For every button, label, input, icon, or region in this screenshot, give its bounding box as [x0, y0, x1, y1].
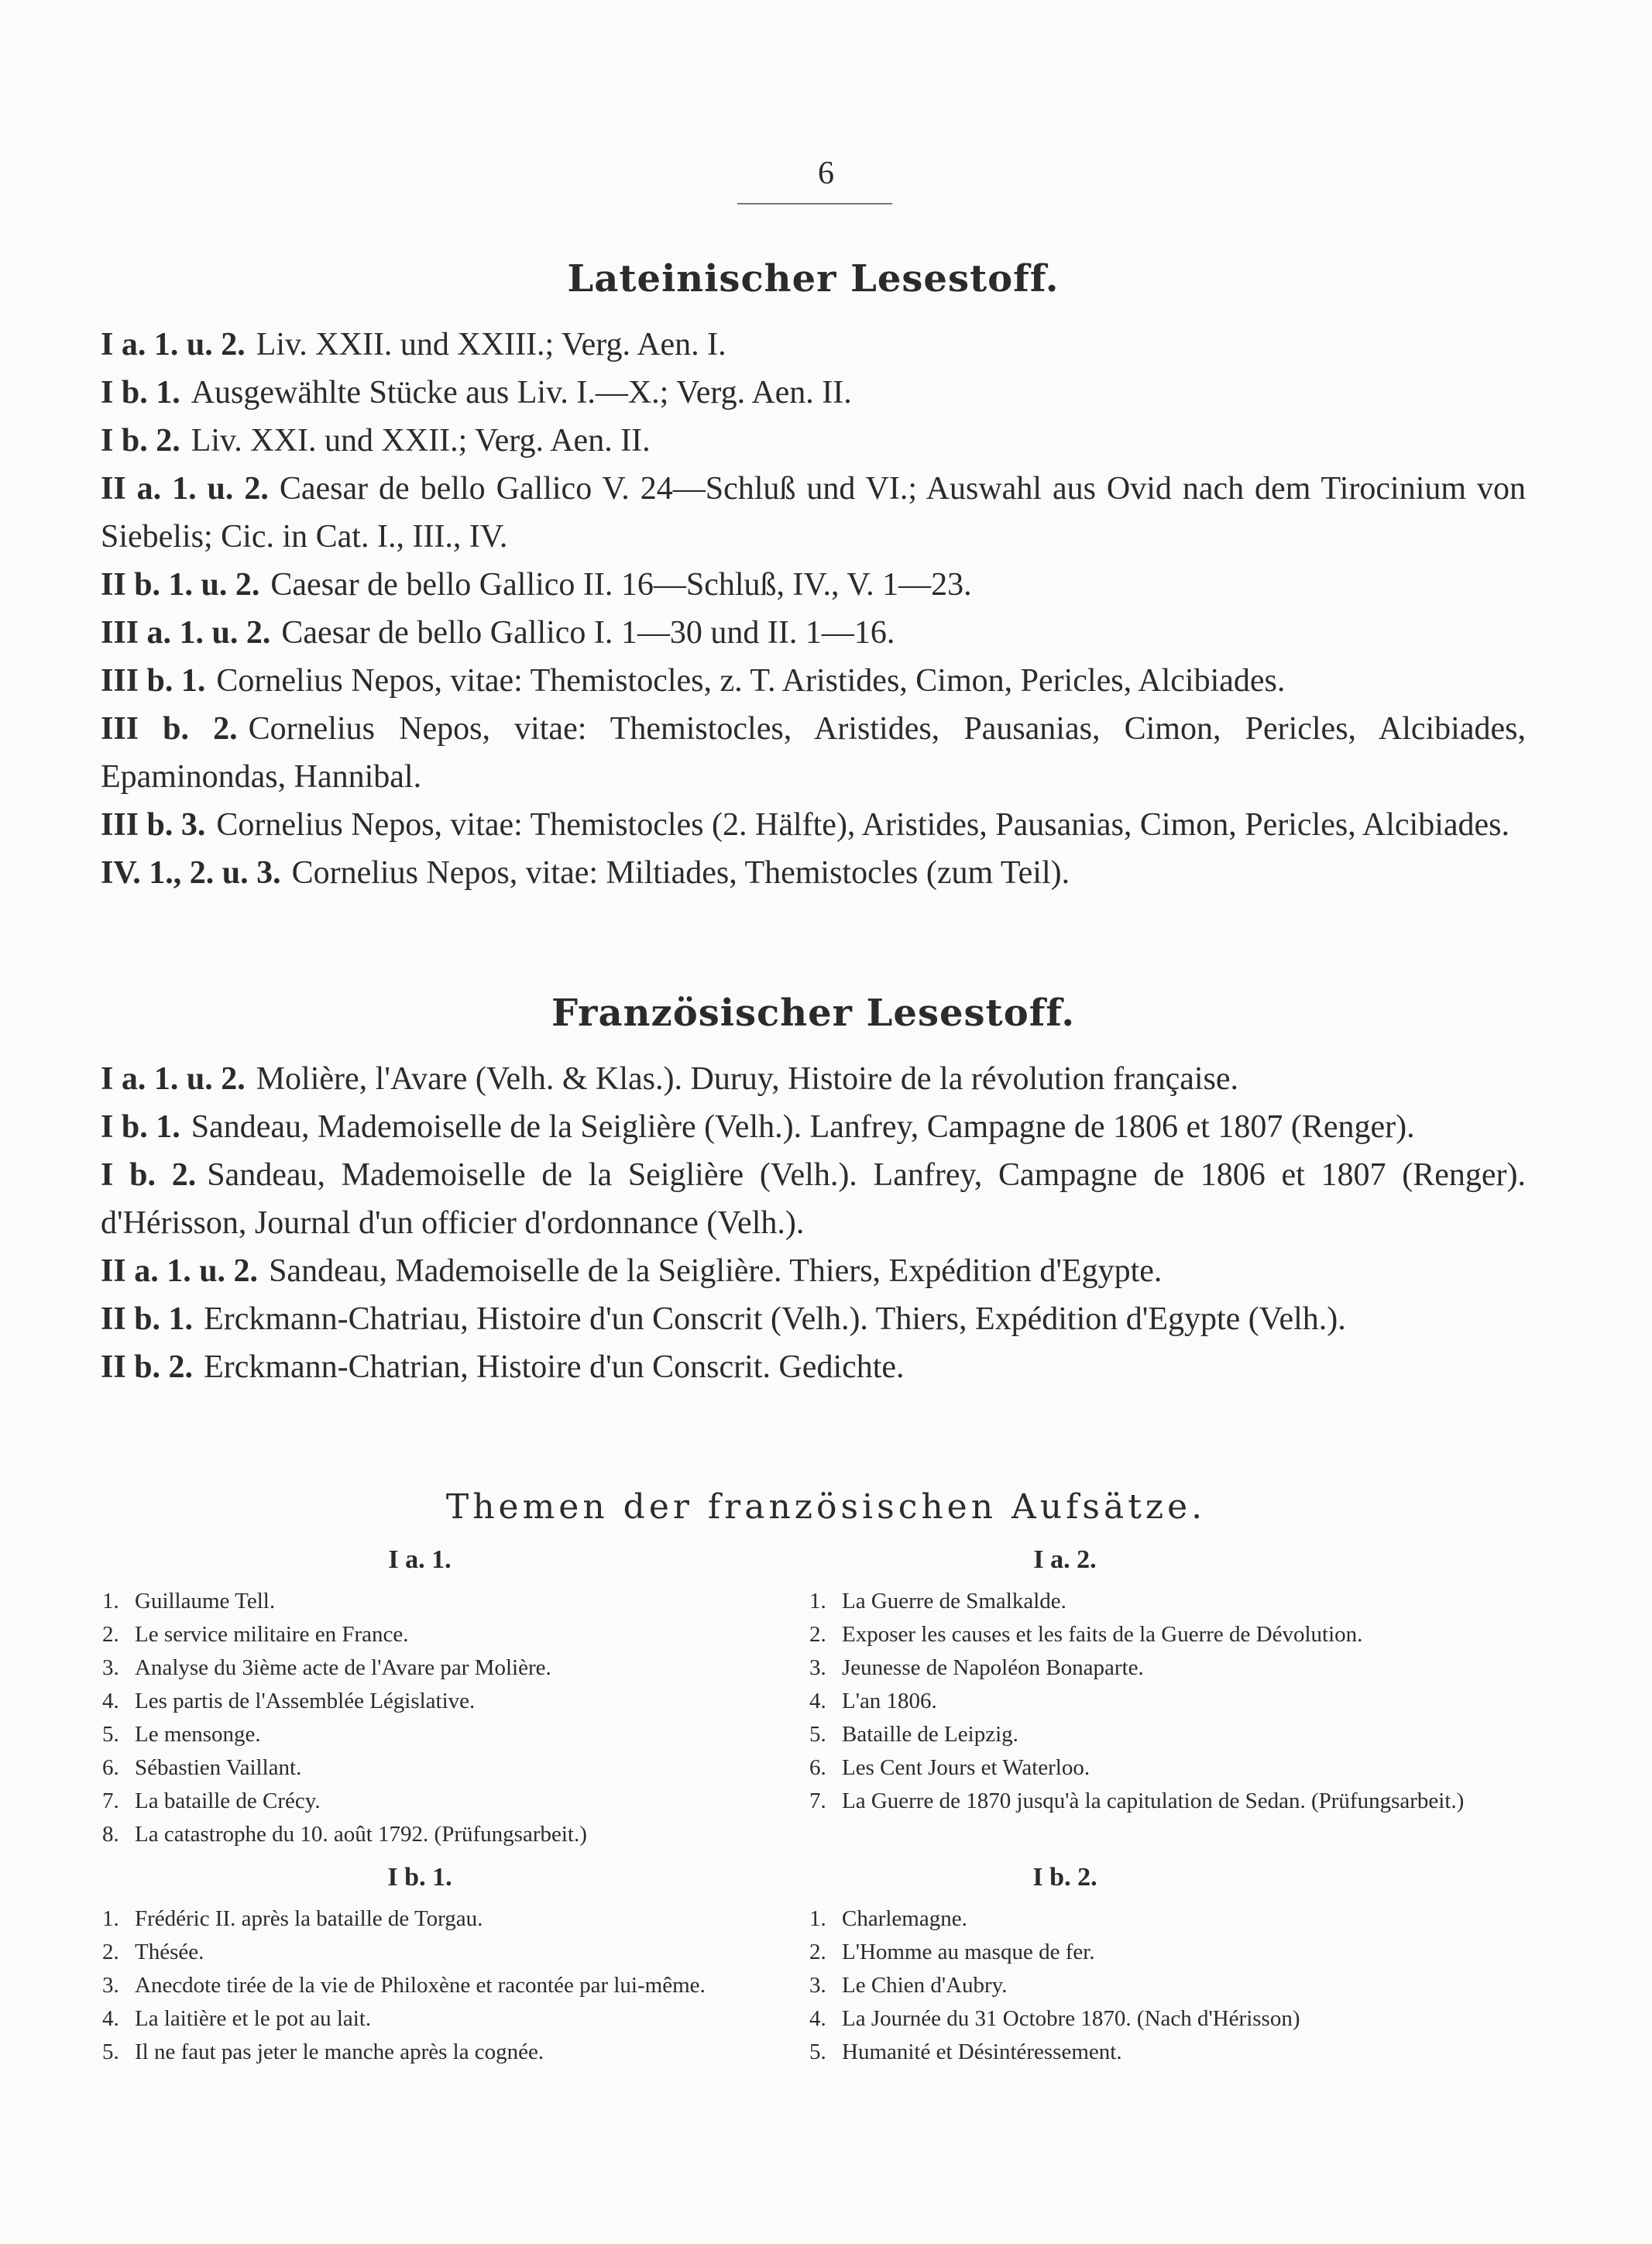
list-item	[102, 1785, 846, 1818]
item-text: La Journée du 31 Octobre 1870. (Nach d'Hérisson)	[842, 2006, 1300, 2031]
class-label: I b. 1.	[101, 375, 180, 411]
list-item	[102, 1651, 846, 1685]
item-number: 4.	[102, 1689, 119, 1713]
list-item	[102, 1818, 846, 1851]
latin-entry	[101, 609, 1526, 657]
item-text: La bataille de Crécy.	[135, 1789, 321, 1813]
page-number: 6	[818, 156, 834, 191]
class-label: II b. 2.	[101, 1349, 194, 1385]
themes-list	[809, 1902, 1553, 2069]
class-label: I b. 2.	[101, 423, 180, 459]
item-number: 5.	[102, 1722, 119, 1747]
latin-entry	[101, 657, 1526, 705]
themes-list	[809, 1585, 1553, 1818]
item-text: Les partis de l'Assemblée Législative.	[135, 1689, 476, 1713]
item-number: 8.	[102, 1822, 119, 1847]
list-item	[102, 2002, 846, 2036]
item-text: Exposer les causes et les faits de la Guerre de Dévolution.	[842, 1622, 1363, 1647]
class-label: I b. 1.	[101, 1109, 180, 1145]
class-label: III b. 1.	[101, 663, 206, 699]
list-item	[809, 2036, 1553, 2069]
entry-text: Liv. XXI. und XXII.; Verg. Aen. II.	[191, 423, 651, 459]
class-label: I a. 1. u. 2.	[101, 1061, 246, 1097]
class-label: III b. 2.	[101, 711, 238, 747]
entry-text: Cornelius Nepos, vitae: Miltiades, Themistocles (zum Teil).	[291, 855, 1070, 891]
item-text: Humanité et Désintéressement.	[842, 2040, 1122, 2064]
list-item	[102, 1718, 846, 1751]
page-number-rule	[737, 203, 892, 204]
list-item	[809, 1685, 1553, 1718]
class-label: I b. 2.	[101, 1157, 197, 1193]
item-text: Frédéric II. après la bataille de Torgau.	[135, 1906, 483, 1931]
item-text: L'Homme au masque de fer.	[842, 1940, 1095, 1964]
entry-text: Cornelius Nepos, vitae: Themistocles (2. Hälfte), Aristides, Pausanias, Cimon, Pericles, Alcibiades.	[216, 807, 1510, 843]
latin-entry	[101, 321, 1526, 369]
themes-heading: I b. 2.	[1032, 1863, 1097, 1892]
item-text: Le service militaire en France.	[135, 1622, 409, 1647]
entry-text: Sandeau, Mademoiselle de la Seiglière (Velh.). Lanfrey, Campagne de 1806 et 1807 (Renger). d'Hérisson, Journal d'un officier d'ordonnance (Velh.).	[101, 1157, 1526, 1241]
item-number: 1.	[809, 1589, 826, 1613]
themes-heading: I b. 1.	[387, 1863, 452, 1892]
item-text: Thésée.	[135, 1940, 204, 1964]
item-number: 2.	[809, 1622, 826, 1647]
list-item	[102, 2036, 846, 2069]
list-item	[809, 1585, 1553, 1618]
item-number: 5.	[809, 1722, 826, 1747]
list-item	[102, 1751, 846, 1785]
themes-ib2	[809, 1857, 1553, 2069]
list-item	[809, 1651, 1553, 1685]
class-label: II a. 1. u. 2.	[101, 471, 269, 507]
latin-entry	[101, 705, 1526, 801]
entry-text: Ausgewählte Stücke aus Liv. I.—X.; Verg. Aen. II.	[191, 375, 852, 411]
item-number: 7.	[809, 1789, 826, 1813]
latin-section-title: Lateinischer Lesestoff.	[567, 257, 1060, 301]
item-number: 1.	[102, 1589, 119, 1613]
item-text: La Guerre de 1870 jusqu'à la capitulation de Sedan. (Prüfungsarbeit.)	[842, 1789, 1465, 1813]
item-number: 2.	[809, 1940, 826, 1964]
item-text: Anecdote tirée de la vie de Philoxène et racontée par lui-même.	[135, 1973, 706, 1998]
french-entry	[101, 1247, 1526, 1295]
class-label: III b. 3.	[101, 807, 206, 843]
class-label: II b. 1. u. 2.	[101, 567, 260, 603]
list-item	[102, 1618, 846, 1651]
item-text: Guillaume Tell.	[135, 1589, 276, 1613]
item-number: 4.	[102, 2006, 119, 2031]
list-item	[809, 1969, 1553, 2002]
entry-text: Liv. XXII. und XXIII.; Verg. Aen. I.	[256, 327, 726, 363]
entry-text: Caesar de bello Gallico V. 24—Schluß und VI.; Auswahl aus Ovid nach dem Tirocinium von Siebelis; Cic. in Cat. I., III., IV.	[101, 471, 1526, 555]
list-item	[809, 1936, 1553, 1969]
entry-text: Cornelius Nepos, vitae: Themistocles, z. T. Aristides, Cimon, Pericles, Alcibiades.	[216, 663, 1286, 699]
list-item	[809, 1902, 1553, 1936]
list-item	[809, 1618, 1553, 1651]
class-label: II a. 1. u. 2.	[101, 1253, 259, 1289]
entry-text: Sandeau, Mademoiselle de la Seiglière. Thiers, Expédition d'Egypte.	[269, 1253, 1163, 1289]
list-item	[102, 1685, 846, 1718]
latin-entry	[101, 849, 1526, 897]
item-number: 4.	[809, 1689, 826, 1713]
item-number: 1.	[102, 1906, 119, 1931]
item-text: Bataille de Leipzig.	[842, 1722, 1018, 1747]
french-entry	[101, 1295, 1526, 1343]
french-entry	[101, 1055, 1526, 1103]
french-reading-section	[101, 982, 1526, 1391]
item-number: 3.	[102, 1973, 119, 1998]
themes-ia2	[809, 1540, 1553, 1818]
item-number: 4.	[809, 2006, 826, 2031]
list-item	[102, 1936, 846, 1969]
themes-heading: I a. 1.	[388, 1545, 452, 1574]
item-number: 2.	[102, 1622, 119, 1647]
class-label: I a. 1. u. 2.	[101, 327, 246, 363]
item-number: 7.	[102, 1789, 119, 1813]
item-text: Charlemagne.	[842, 1906, 967, 1931]
latin-entry	[101, 561, 1526, 609]
latin-entry	[101, 801, 1526, 849]
list-item	[809, 1751, 1553, 1785]
item-number: 2.	[102, 1940, 119, 1964]
item-number: 6.	[809, 1755, 826, 1780]
item-text: La laitière et le pot au lait.	[135, 2006, 372, 2031]
item-number: 3.	[809, 1973, 826, 1998]
latin-entry	[101, 369, 1526, 417]
item-text: La catastrophe du 10. août 1792. (Prüfungsarbeit.)	[135, 1822, 587, 1847]
french-entry	[101, 1103, 1526, 1151]
themes-title: Themen der französischen Aufsätze.	[445, 1487, 1207, 1527]
item-number: 3.	[809, 1655, 826, 1680]
item-text: Les Cent Jours et Waterloo.	[842, 1755, 1090, 1780]
item-number: 6.	[102, 1755, 119, 1780]
item-number: 1.	[809, 1906, 826, 1931]
entry-text: Cornelius Nepos, vitae: Themistocles, Aristides, Pausanias, Cimon, Pericles, Alcibiades, Epaminondas, Hannibal.	[101, 711, 1526, 795]
list-item	[102, 1969, 846, 2002]
themes-heading: I a. 2.	[1033, 1545, 1097, 1574]
item-text: Le mensonge.	[135, 1722, 261, 1747]
entry-text: Erckmann-Chatriau, Histoire d'un Conscrit (Velh.). Thiers, Expédition d'Egypte (Velh.).	[204, 1301, 1346, 1337]
entry-text: Caesar de bello Gallico I. 1—30 und II. 1—16.	[281, 615, 895, 651]
french-section-title: Französischer Lesestoff.	[551, 991, 1076, 1035]
themes-ib1	[102, 1857, 846, 2069]
entry-text: Molière, l'Avare (Velh. & Klas.). Duruy, Histoire de la révolution française.	[256, 1061, 1239, 1097]
list-item	[102, 1902, 846, 1936]
item-text: Analyse du 3ième acte de l'Avare par Molière.	[135, 1655, 551, 1680]
latin-reading-section	[101, 248, 1526, 897]
list-item	[809, 1718, 1553, 1751]
list-item	[809, 1785, 1553, 1818]
item-text: Sébastien Vaillant.	[135, 1755, 302, 1780]
class-label: IV. 1., 2. u. 3.	[101, 855, 281, 891]
item-text: L'an 1806.	[842, 1689, 937, 1713]
item-number: 5.	[102, 2040, 119, 2064]
latin-entry	[101, 417, 1526, 465]
latin-entry	[101, 465, 1526, 561]
entry-text: Caesar de bello Gallico II. 16—Schluß, IV., V. 1—23.	[270, 567, 972, 603]
entry-text: Erckmann-Chatrian, Histoire d'un Conscrit. Gedichte.	[204, 1349, 905, 1385]
french-entry	[101, 1343, 1526, 1391]
themes-list	[102, 1902, 846, 2069]
themes-list	[102, 1585, 846, 1851]
item-number: 3.	[102, 1655, 119, 1680]
item-text: Il ne faut pas jeter le manche après la cognée.	[135, 2040, 544, 2064]
class-label: II b. 1.	[101, 1301, 194, 1337]
item-text: La Guerre de Smalkalde.	[842, 1589, 1066, 1613]
item-number: 5.	[809, 2040, 826, 2064]
themes-ia1	[102, 1540, 846, 1851]
entry-text: Sandeau, Mademoiselle de la Seiglière (Velh.). Lanfrey, Campagne de 1806 et 1807 (Renger).	[191, 1109, 1415, 1145]
list-item	[102, 1585, 846, 1618]
list-item	[809, 2002, 1553, 2036]
class-label: III a. 1. u. 2.	[101, 615, 271, 651]
item-text: Jeunesse de Napoléon Bonaparte.	[842, 1655, 1144, 1680]
french-entry	[101, 1151, 1526, 1247]
item-text: Le Chien d'Aubry.	[842, 1973, 1008, 1998]
